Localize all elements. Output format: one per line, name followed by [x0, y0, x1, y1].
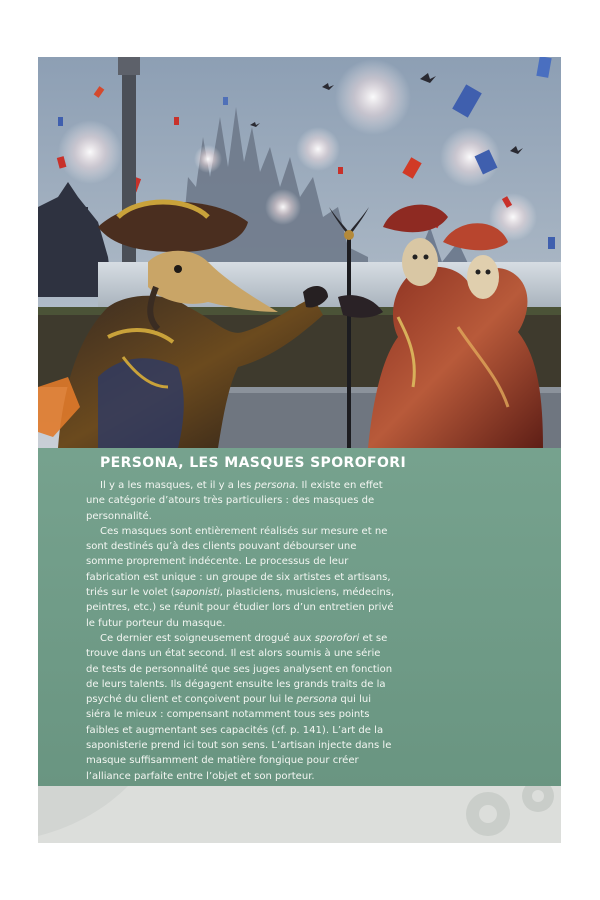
decorative-bottom-strip — [38, 786, 561, 843]
sidebar-paragraph: Il y a les masques, et il y a les persona. Il existe en effet une catégorie d’atours très particuliers : des masques de personnalité. — [86, 480, 383, 522]
sidebar-title: PERSONA, LES MASQUES SPOROFORI — [100, 455, 407, 471]
book-page — [38, 57, 561, 843]
sidebar-paragraph: Ces masques sont entièrement réalisés sur mesure et ne sont destinés qu’à des clients pouvant débourser une somme proprement indécente. Le processus de leur fabrication est unique : un groupe de six artistes et artisans, triés sur le volet (saponisti, plasticiens, musiciens, médecins, peintres, etc.) se réunit pour étudier lors d’un entretien privé le futur porteur du masque. — [86, 525, 395, 629]
sidebar-box — [38, 448, 561, 786]
sidebar-body — [86, 478, 396, 784]
sidebar-paragraph: Ce dernier est soigneusement drogué aux sporofori et se trouve dans un état second. Il est alors soumis à une série de tests de personnalité que ses juges analysent en fonction de leurs talents. Ils dégagent ensuite les grands traits de la psyché du client et conçoivent pour lui le persona qui lui siéra le mieux : compensant notamment tous ses points faibles et augmentant ses capacités (cf. p. 141). L’art de la saponisterie prend ici tout son sens. L’artisan injecte dans le masque suffisamment de matière fongique pour créer l’alliance parfaite entre l’objet et son porteur. — [86, 632, 393, 782]
carnival-masks-illustration — [38, 57, 561, 448]
